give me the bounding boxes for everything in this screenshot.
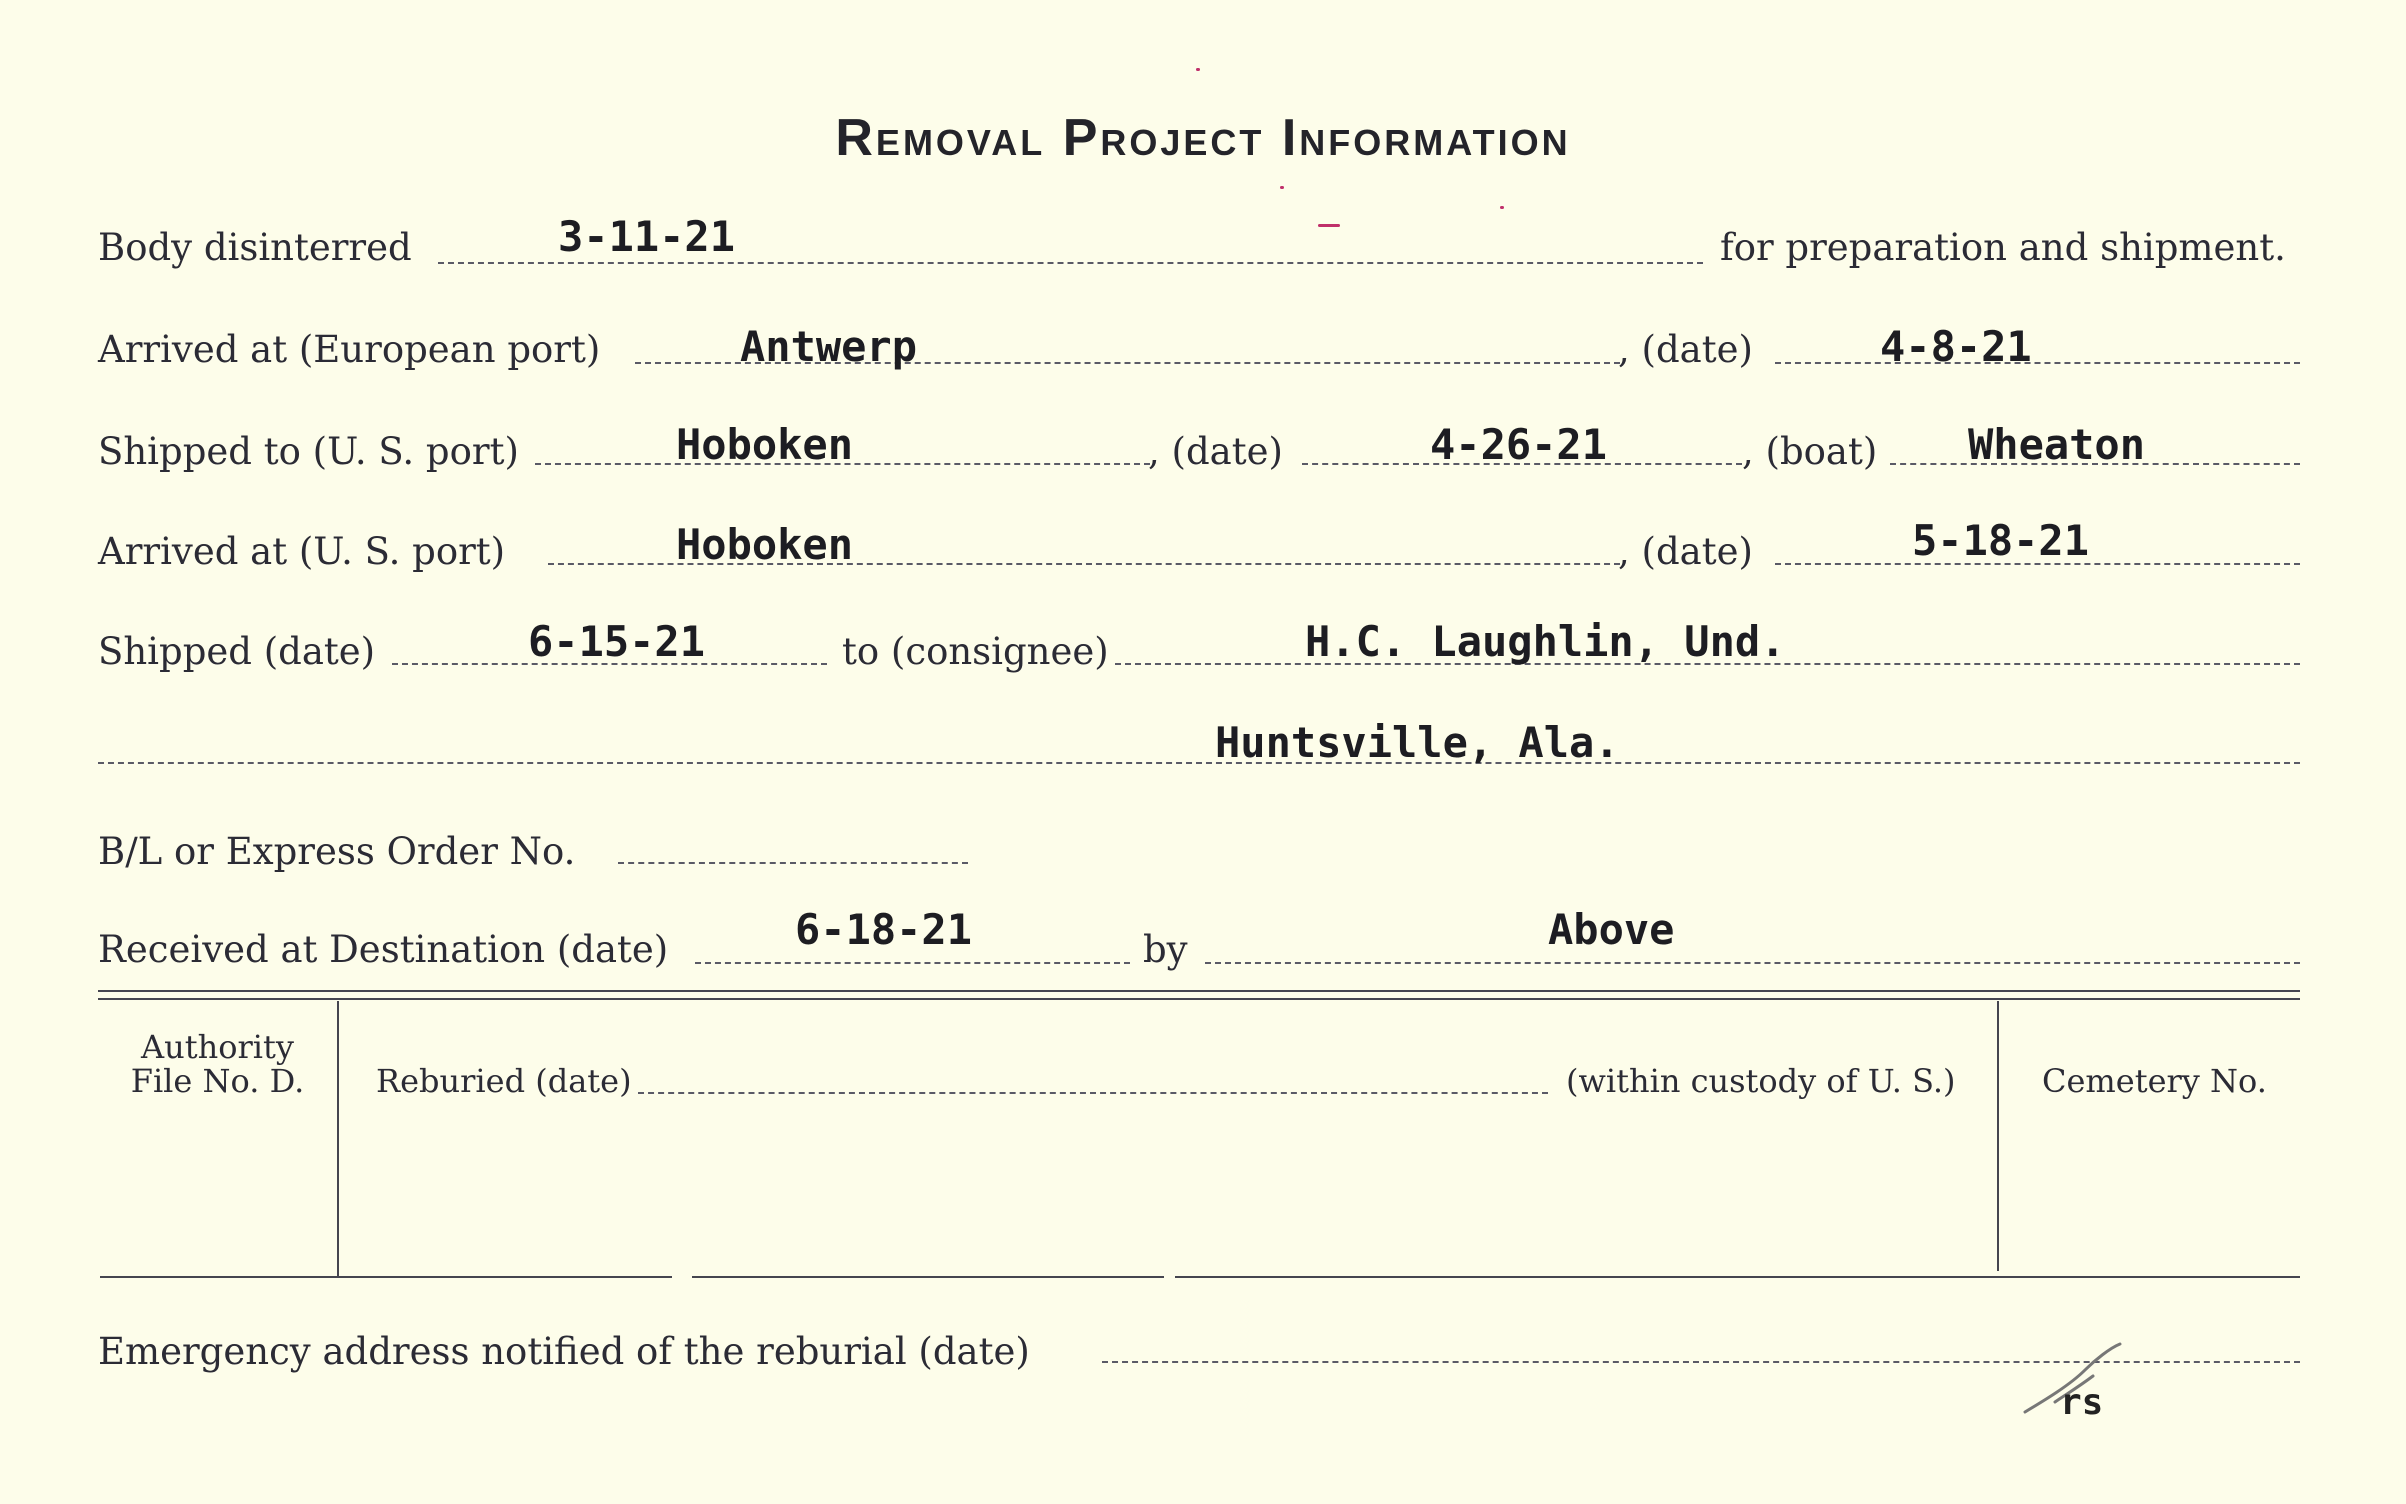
received-date: 6-18-21 <box>795 905 973 954</box>
cemetery-column-divider <box>1997 1001 1999 1271</box>
disinterred-date: 3-11-21 <box>558 212 736 261</box>
lower-box-rule-2 <box>692 1276 1164 1278</box>
arrived-us-date: 5-18-21 <box>1912 516 2090 565</box>
received-by-line <box>1205 962 2300 964</box>
european-port-date-line <box>1775 362 2300 364</box>
arrived-us-port-value: Hoboken <box>676 520 854 569</box>
arrived-us-date-label: , (date) <box>1618 530 1753 573</box>
consignee-line-2 <box>98 762 2300 764</box>
clerk-initials: rs <box>2060 1382 2104 1423</box>
received-label: Received at Destination (date) <box>98 928 669 971</box>
ink-speck <box>1318 224 1340 227</box>
cemetery-label: Cemetery No. <box>2042 1062 2267 1100</box>
authority-label-line-2: File No. D. <box>130 1062 305 1100</box>
emergency-label: Emergency address notified of the reburial (date) <box>98 1330 1030 1373</box>
shipped-date: 6-15-21 <box>528 617 706 666</box>
section-divider-bottom <box>98 998 2300 1000</box>
disinterred-field-line <box>438 262 1703 264</box>
disinterred-suffix: for preparation and shipment. <box>1720 226 2286 269</box>
boat-value: Wheaton <box>1968 420 2146 469</box>
received-by-label: by <box>1143 928 1188 971</box>
bl-label: B/L or Express Order No. <box>98 830 576 873</box>
shipped-us-date-label: , (date) <box>1148 430 1283 473</box>
authority-column-divider <box>337 1001 339 1276</box>
shipped-us-port-label: Shipped to (U. S. port) <box>98 430 519 473</box>
card-title: Removal Project Information <box>835 109 1571 167</box>
custody-label: (within custody of U. S.) <box>1566 1062 1956 1100</box>
ink-speck <box>1196 68 1200 71</box>
reburied-line <box>638 1092 1548 1094</box>
section-divider-top <box>98 990 2300 992</box>
consignee-address: Huntsville, Ala. <box>1215 718 1620 767</box>
received-date-line <box>695 962 1130 964</box>
received-by: Above <box>1548 905 1675 954</box>
bl-line <box>618 862 968 864</box>
consignee-label: to (consignee) <box>842 630 1109 673</box>
shipped-us-date: 4-26-21 <box>1430 420 1608 469</box>
european-port-date: 4-8-21 <box>1880 322 2032 371</box>
european-port-value: Antwerp <box>740 322 918 371</box>
reburied-label: Reburied (date) <box>376 1062 632 1100</box>
lower-box-rule-3 <box>1175 1276 2300 1278</box>
european-port-date-label: , (date) <box>1618 328 1753 371</box>
lower-box-rule-1 <box>100 1276 672 1278</box>
boat-label: , (boat) <box>1742 430 1878 473</box>
authority-label-line-1: Authority <box>141 1028 294 1066</box>
disinterred-label: Body disinterred <box>98 226 412 269</box>
authority-label <box>110 1030 325 1098</box>
arrived-us-port-label: Arrived at (U. S. port) <box>98 530 506 573</box>
ink-speck <box>1500 206 1504 209</box>
shipped-us-port-value: Hoboken <box>676 420 854 469</box>
shipped-date-label: Shipped (date) <box>98 630 376 673</box>
ink-speck <box>1280 186 1284 189</box>
european-port-label: Arrived at (European port) <box>98 328 601 371</box>
consignee-value: H.C. Laughlin, Und. <box>1305 617 1786 666</box>
